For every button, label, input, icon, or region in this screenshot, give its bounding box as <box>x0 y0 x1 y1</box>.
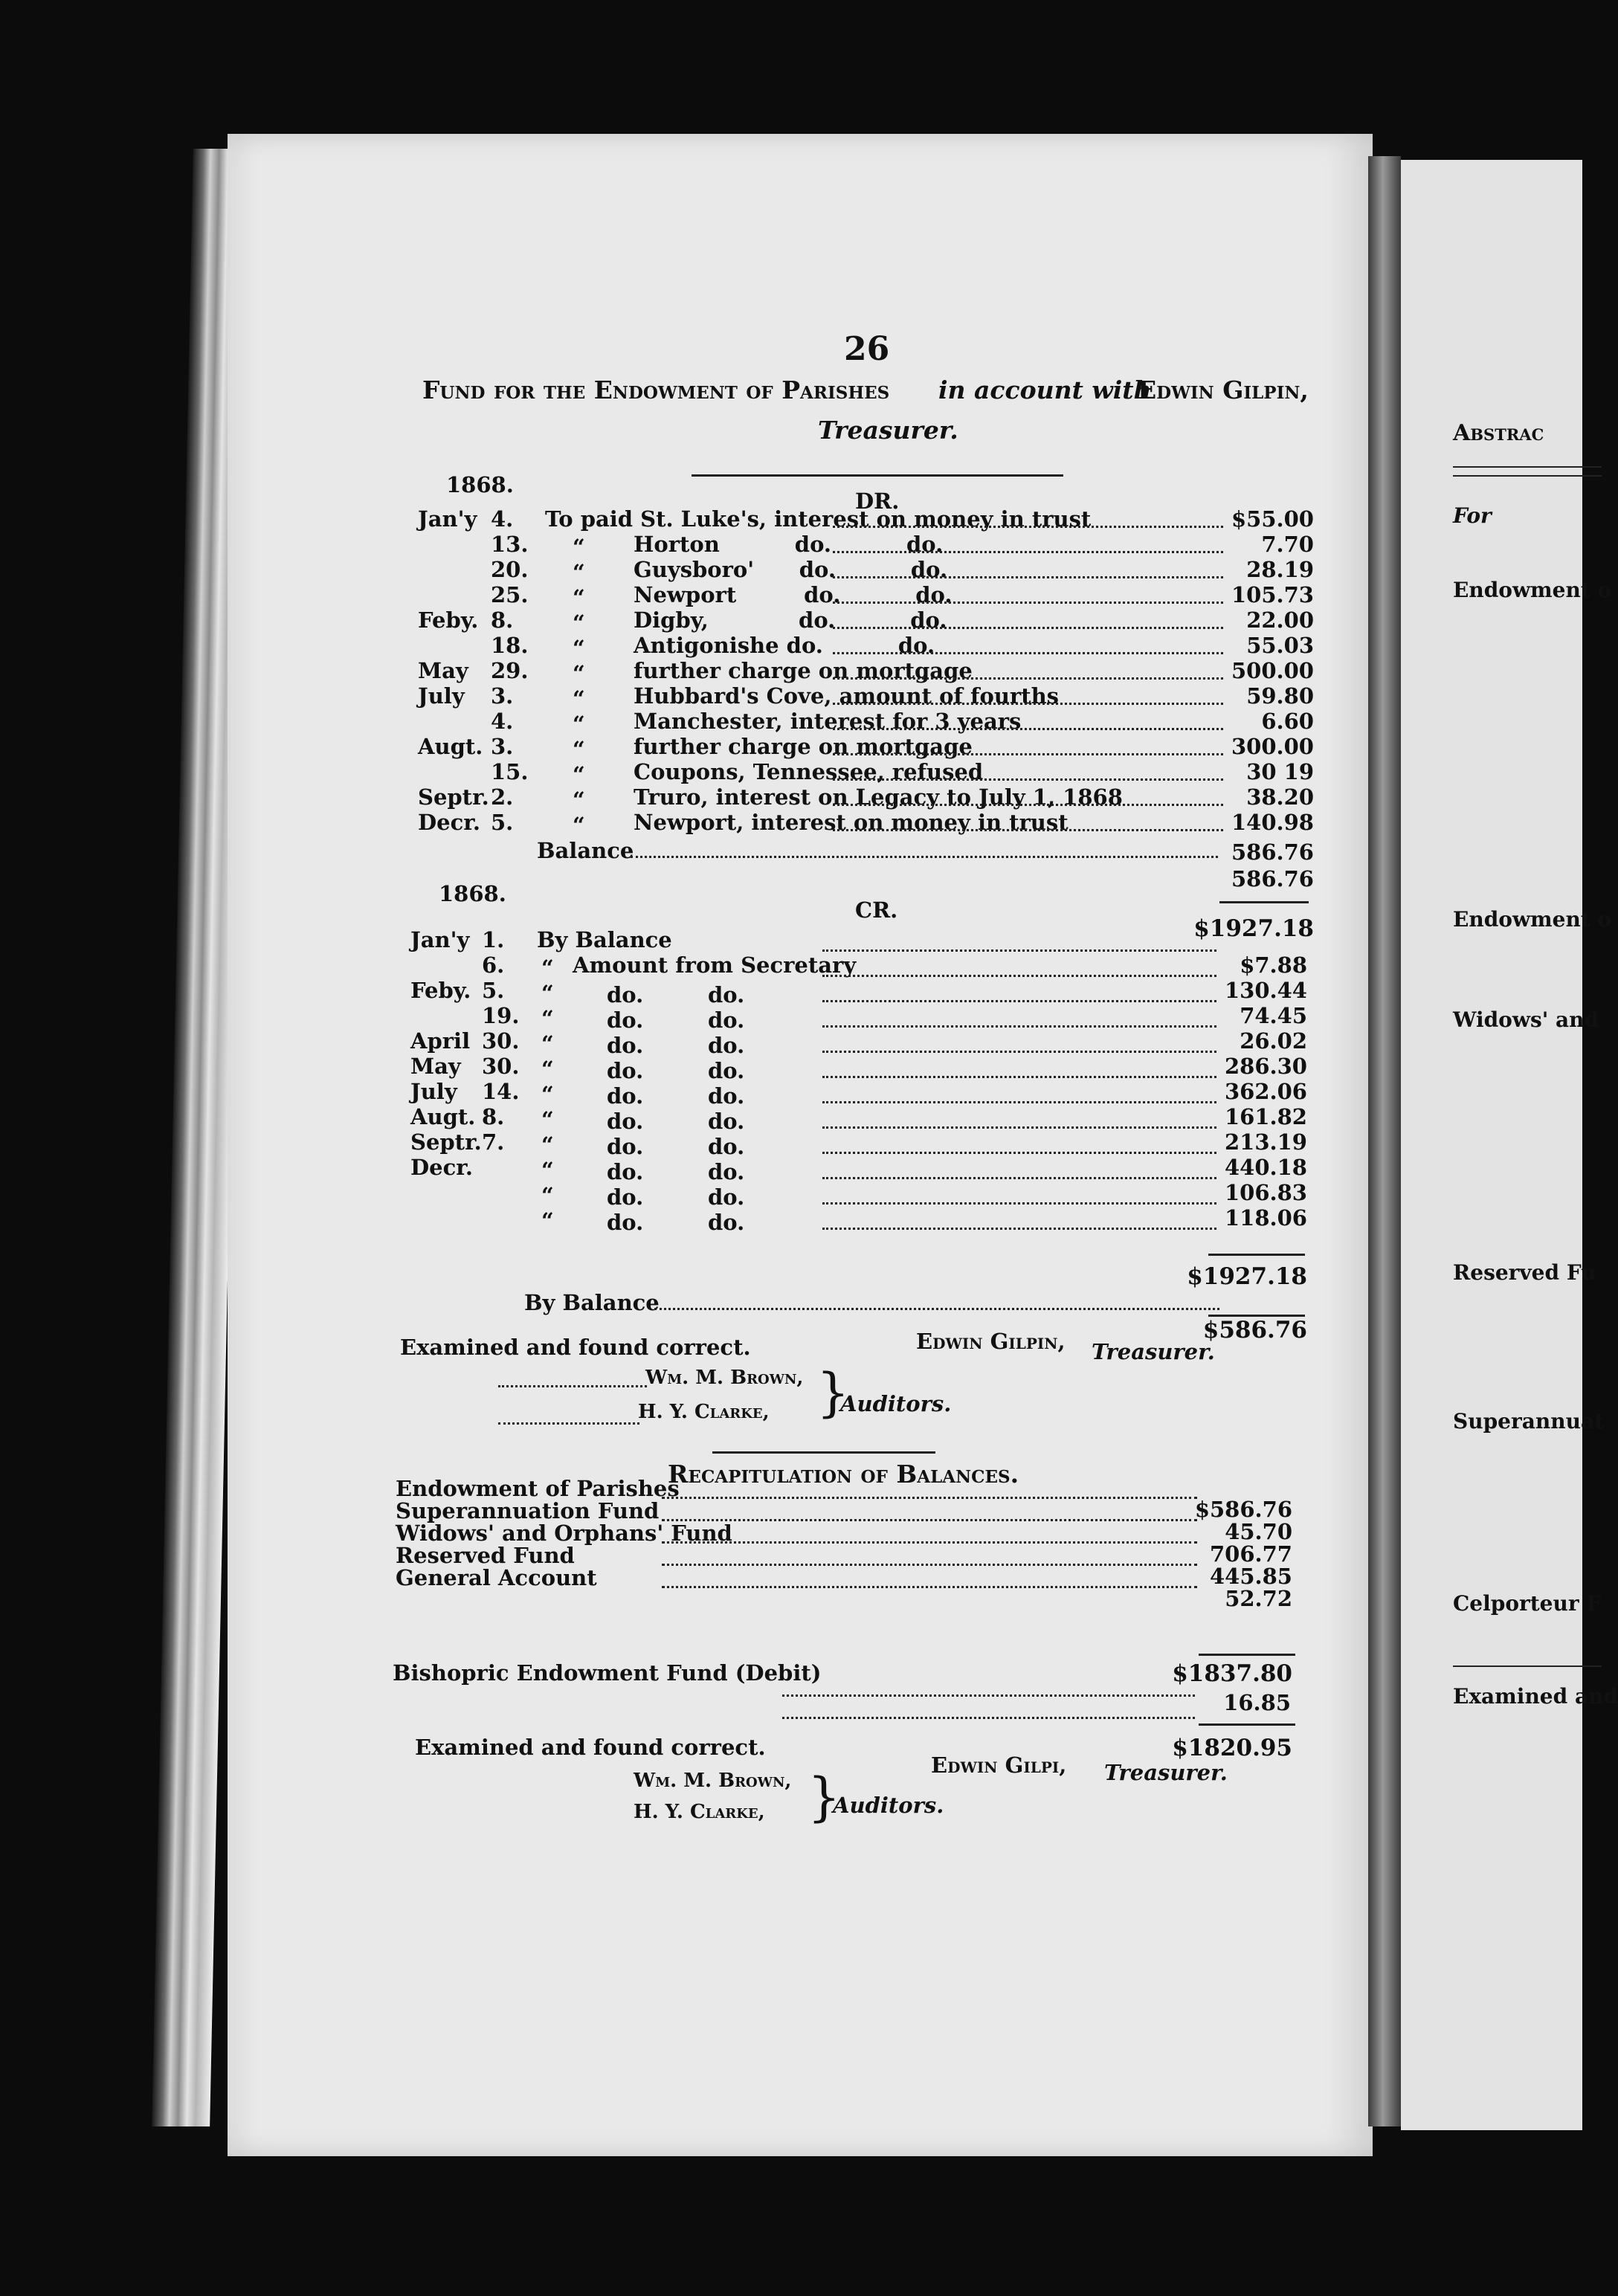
ledger-amount: 362.06 <box>1225 1079 1307 1104</box>
ledger-month: Feby. <box>418 607 479 633</box>
right-page <box>1401 160 1618 2130</box>
ditto-mark: “ <box>573 610 585 636</box>
recap-label: Widows' and Orphans' Fund <box>396 1521 732 1546</box>
ditto-mark: “ <box>541 1107 554 1132</box>
ditto-mark: “ <box>573 737 585 762</box>
ditto-mark: “ <box>541 955 554 981</box>
ledger-month: July <box>410 1079 457 1104</box>
recap-amount: 52.72 <box>1225 1586 1292 1611</box>
ditto-do: do. <box>607 1033 644 1058</box>
dr-total-rule <box>1219 901 1309 903</box>
ledger-day: 13. <box>491 532 529 557</box>
ledger-month: Decr. <box>410 1155 473 1180</box>
ledger-amount: 500.00 <box>1231 658 1314 683</box>
leader-dots <box>822 998 1216 1002</box>
brace-icon: } <box>816 1362 850 1423</box>
leader-dots <box>662 1517 1197 1521</box>
leader-dots <box>833 625 1223 629</box>
title-treasurer: Treasurer. <box>818 416 958 445</box>
ledger-amount: $55.00 <box>1231 506 1314 532</box>
ledger-month: Augt. <box>410 1104 476 1129</box>
ditto-mark: “ <box>573 762 585 787</box>
ledger-day: 5. <box>482 978 505 1003</box>
recap-heading: Recapitulation of Balances. <box>668 1460 1019 1489</box>
ledger-month: Jan'y <box>410 927 470 952</box>
ledger-description: Newport do. do. <box>634 582 953 607</box>
right-page-rule <box>1453 475 1602 477</box>
cr-total: $1927.18 <box>1187 1263 1307 1290</box>
leader-dots <box>498 1383 647 1387</box>
ditto-mark: “ <box>573 535 585 560</box>
ledger-day: 15. <box>491 759 529 784</box>
ledger-day: 1. <box>482 927 505 952</box>
dr-balance-carried: 586.76 <box>1231 866 1314 891</box>
ledger-description: Antigonishe do. do. <box>634 633 935 658</box>
leader-dots <box>822 1023 1216 1028</box>
examined-note: Examined and found correct. <box>400 1335 751 1360</box>
leader-dots <box>782 1692 1195 1697</box>
ledger-amount: 286.30 <box>1225 1054 1307 1079</box>
right-page-line: Superannuat <box>1453 1409 1605 1434</box>
ledger-day: 8. <box>482 1104 505 1129</box>
book-gutter <box>1368 156 1401 2126</box>
leader-dots <box>833 827 1223 831</box>
ledger-amount: 130.44 <box>1225 978 1307 1003</box>
ledger-month: Decr. <box>418 810 480 835</box>
ditto-mark: “ <box>573 560 585 585</box>
leader-dots <box>833 523 1223 528</box>
leader-dots <box>822 1048 1216 1053</box>
leader-dots <box>782 1715 1195 1719</box>
ledger-day: 18. <box>491 633 529 658</box>
ditto-do: do. <box>607 1058 644 1083</box>
ledger-description: Newport, interest on money in trust <box>634 810 1069 835</box>
cr-year: 1868. <box>439 881 506 906</box>
leader-dots <box>822 947 1216 952</box>
ditto-mark: “ <box>541 1057 554 1082</box>
leader-dots <box>654 1306 1219 1310</box>
ledger-day: 7. <box>482 1129 505 1155</box>
ditto-mark: “ <box>541 1006 554 1031</box>
right-page-rule <box>1453 466 1602 468</box>
leader-dots <box>833 549 1223 553</box>
ditto-mark: “ <box>541 1082 554 1107</box>
ditto-do: do. <box>607 982 644 1007</box>
ditto-do: do. <box>607 1083 644 1109</box>
ledger-amount: 118.06 <box>1225 1205 1307 1231</box>
ledger-day: 3. <box>491 683 514 709</box>
ledger-amount: 28.19 <box>1246 557 1314 582</box>
ditto-do: do. <box>708 1083 745 1109</box>
treasurer-signature-name: Edwin Gilpi​​, <box>931 1752 1067 1778</box>
ditto-mark: “ <box>573 636 585 661</box>
recap-label: Superannuation Fund <box>396 1498 660 1523</box>
leader-dots <box>833 700 1223 705</box>
leader-dots <box>833 751 1223 755</box>
ditto-mark: “ <box>541 1158 554 1183</box>
leader-dots <box>822 1074 1216 1078</box>
recap-subtotal-rule <box>1199 1654 1295 1656</box>
leader-dots <box>833 802 1223 806</box>
leader-dots <box>662 1584 1197 1588</box>
right-page-line: Celporteur F <box>1453 1591 1602 1616</box>
ditto-do: do. <box>708 982 745 1007</box>
ledger-month: Septr. <box>410 1129 482 1155</box>
ditto-mark: “ <box>541 1132 554 1158</box>
treasurer-signature-title: Treasurer. <box>1104 1760 1228 1785</box>
ledger-amount: 38.20 <box>1246 784 1314 810</box>
ledger-day: 5. <box>491 810 514 835</box>
ditto-mark: “ <box>573 661 585 686</box>
dr-total: $1927.18 <box>1193 915 1314 942</box>
ditto-mark: “ <box>573 585 585 610</box>
leader-dots <box>822 1175 1216 1179</box>
ledger-day: 3. <box>491 734 514 759</box>
ledger-description: Manchester, interest for 3 years <box>634 709 1022 734</box>
auditor-name: Wm. M. Brown, <box>634 1770 792 1792</box>
auditors-label: Auditors. <box>840 1391 952 1416</box>
treasurer-signature-title: Treasurer. <box>1092 1339 1215 1364</box>
auditor-name: H. Y. Clarke, <box>634 1801 765 1823</box>
ledger-description: Horton do. do. <box>634 532 944 557</box>
cr-heading: CR. <box>855 897 898 923</box>
left-page <box>228 134 1373 2156</box>
dr-balance-amount: 586.76 <box>1231 839 1314 865</box>
recap-label: General Account <box>396 1565 597 1590</box>
ditto-mark: “ <box>573 686 585 712</box>
ditto-do: do. <box>607 1184 644 1210</box>
leader-dots <box>833 675 1223 680</box>
recap-label: Endowment of Parishes <box>396 1476 680 1501</box>
bishopric-amount: 16.85 <box>1223 1690 1291 1715</box>
ditto-do: do. <box>708 1210 745 1235</box>
recap-total: $1820.95 <box>1172 1735 1292 1761</box>
ledger-description: Digby, do. do. <box>634 607 947 633</box>
ledger-description: Truro, interest on Legacy to July 1, 1868 <box>634 784 1123 810</box>
leader-dots <box>822 1200 1216 1205</box>
leader-dots <box>662 1539 1197 1544</box>
ledger-month: Augt. <box>418 734 483 759</box>
ledger-month: May <box>418 658 468 683</box>
leader-dots <box>498 1420 639 1425</box>
leader-dots <box>662 1494 1197 1499</box>
ledger-description: further charge on mortgage <box>634 734 973 759</box>
recap-total-rule <box>1199 1723 1295 1726</box>
ledger-description: Guysboro' do. do. <box>634 557 948 582</box>
cr-by-balance-label: By Balance <box>524 1290 660 1315</box>
ledger-day: 8. <box>491 607 514 633</box>
cr-total-rule <box>1208 1254 1305 1256</box>
cr-by-balance-amount: $586.76 <box>1202 1317 1307 1344</box>
ditto-do: do. <box>607 1007 644 1033</box>
recap-amount: 445.85 <box>1210 1564 1292 1589</box>
ledger-amount: 55.03 <box>1246 633 1314 658</box>
auditor-name: Wm. M. Brown, <box>645 1367 804 1389</box>
ledger-amount: $7.88 <box>1240 952 1307 978</box>
recap-amount: $586.76 <box>1194 1497 1292 1522</box>
leader-dots <box>822 1099 1216 1103</box>
right-page-subheading: For <box>1453 503 1492 528</box>
dr-heading: DR. <box>855 488 900 514</box>
leader-dots <box>631 854 1218 858</box>
title-treasurer-name: Edwin Gilpin, <box>1138 375 1309 404</box>
ditto-mark: “ <box>541 1208 554 1234</box>
ledger-description: To paid St. Luke's, interest on money in trust <box>545 506 1092 532</box>
ledger-month: July <box>418 683 465 709</box>
ledger-day: 14. <box>482 1079 520 1104</box>
ledger-description: Amount from Secretary <box>573 952 857 978</box>
title-fund-name: Fund for the Endowment of Parishes <box>422 375 890 404</box>
auditors-label: Auditors. <box>833 1793 944 1818</box>
ledger-month: Feby. <box>410 978 471 1003</box>
ditto-mark: “ <box>541 981 554 1006</box>
ditto-do: do. <box>607 1134 644 1159</box>
ledger-amount: 30 19 <box>1246 759 1314 784</box>
leader-dots <box>833 776 1223 781</box>
ditto-do: do. <box>607 1210 644 1235</box>
ditto-mark: “ <box>573 787 585 813</box>
ledger-day: 30. <box>482 1028 520 1054</box>
ledger-amount: 6.60 <box>1261 709 1314 734</box>
leader-dots <box>833 574 1223 578</box>
ledger-month: Jan'y <box>418 506 477 532</box>
ledger-day: 4. <box>491 709 514 734</box>
ledger-month: April <box>410 1028 471 1054</box>
ledger-amount: 105.73 <box>1231 582 1314 607</box>
brace-icon: } <box>808 1767 841 1828</box>
leader-dots <box>822 973 1216 977</box>
right-page-rule <box>1453 1665 1602 1667</box>
ditto-mark: “ <box>541 1031 554 1057</box>
ledger-day: 25. <box>491 582 529 607</box>
ditto-do: do. <box>708 1007 745 1033</box>
ledger-day: 2. <box>491 784 514 810</box>
recap-label: Reserved Fund <box>396 1543 575 1568</box>
ledger-month: Septr. <box>418 784 489 810</box>
ledger-day: 30. <box>482 1054 520 1079</box>
ledger-amount: 440.18 <box>1225 1155 1307 1180</box>
title-in-account-with: in account with <box>938 375 1152 404</box>
ledger-day: 20. <box>491 557 529 582</box>
ledger-amount: 26.02 <box>1240 1028 1307 1054</box>
right-page-line: Endowment o <box>1453 907 1612 932</box>
leader-dots <box>833 599 1223 604</box>
ledger-amount: 300.00 <box>1231 734 1314 759</box>
ditto-do: do. <box>708 1109 745 1134</box>
ledger-description: further charge on mortgage <box>634 658 973 683</box>
ledger-amount: 140.98 <box>1231 810 1314 835</box>
ledger-description: Hubbard's Cove, amount of fourths <box>634 683 1059 709</box>
leader-dots <box>822 1124 1216 1129</box>
leader-dots <box>822 1225 1216 1230</box>
ledger-amount: 213.19 <box>1225 1129 1307 1155</box>
ledger-day: 6. <box>482 952 505 978</box>
ditto-mark: “ <box>573 712 585 737</box>
auditor-name: H. Y. Clarke, <box>638 1401 770 1423</box>
ledger-month: May <box>410 1054 461 1079</box>
page-number: 26 <box>844 330 890 368</box>
ledger-description: By Balance <box>537 927 672 952</box>
dr-balance-label: Balance <box>537 838 634 863</box>
ledger-day: 29. <box>491 658 529 683</box>
ledger-amount: 59.80 <box>1246 683 1314 709</box>
ledger-description: Coupons, Tennessee, refused <box>634 759 984 784</box>
ditto-do: do. <box>708 1159 745 1184</box>
ledger-amount: 7.70 <box>1261 532 1314 557</box>
title-rule <box>692 474 1063 477</box>
recap-amount: 706.77 <box>1210 1541 1292 1567</box>
ditto-do: do. <box>708 1033 745 1058</box>
ditto-mark: “ <box>541 1183 554 1208</box>
ditto-do: do. <box>708 1134 745 1159</box>
bishopric-label: Bishopric Endowment Fund (Debit) <box>393 1660 822 1686</box>
ledger-day: 19. <box>482 1003 520 1028</box>
treasurer-signature-name: Edwin Gilpin, <box>916 1329 1066 1354</box>
leader-dots <box>833 726 1223 730</box>
recap-subtotal: $1837.80 <box>1172 1660 1292 1687</box>
ledger-amount: 161.82 <box>1225 1104 1307 1129</box>
right-page-line: Endowment o <box>1453 578 1612 602</box>
right-page-line: Reserved Fu <box>1453 1260 1596 1285</box>
ditto-do: do. <box>607 1159 644 1184</box>
recap-rule <box>712 1451 935 1454</box>
dr-year: 1868. <box>446 472 514 497</box>
leader-dots <box>662 1561 1197 1566</box>
ledger-amount: 106.83 <box>1225 1180 1307 1205</box>
right-page-heading: Abstrac <box>1453 420 1544 446</box>
recap-amount: 45.70 <box>1225 1519 1292 1544</box>
ditto-do: do. <box>708 1184 745 1210</box>
leader-dots <box>833 650 1223 654</box>
ditto-mark: “ <box>573 813 585 838</box>
examined-note: Examined and found correct. <box>415 1735 766 1760</box>
right-page-line: Widows' and <box>1453 1007 1599 1032</box>
leader-dots <box>822 1149 1216 1154</box>
ditto-do: do. <box>708 1058 745 1083</box>
ledger-amount: 22.00 <box>1246 607 1314 633</box>
right-page-line: Examined and <box>1453 1684 1618 1709</box>
ledger-day: 4. <box>491 506 514 532</box>
ditto-do: do. <box>607 1109 644 1134</box>
ledger-amount: 74.45 <box>1240 1003 1307 1028</box>
